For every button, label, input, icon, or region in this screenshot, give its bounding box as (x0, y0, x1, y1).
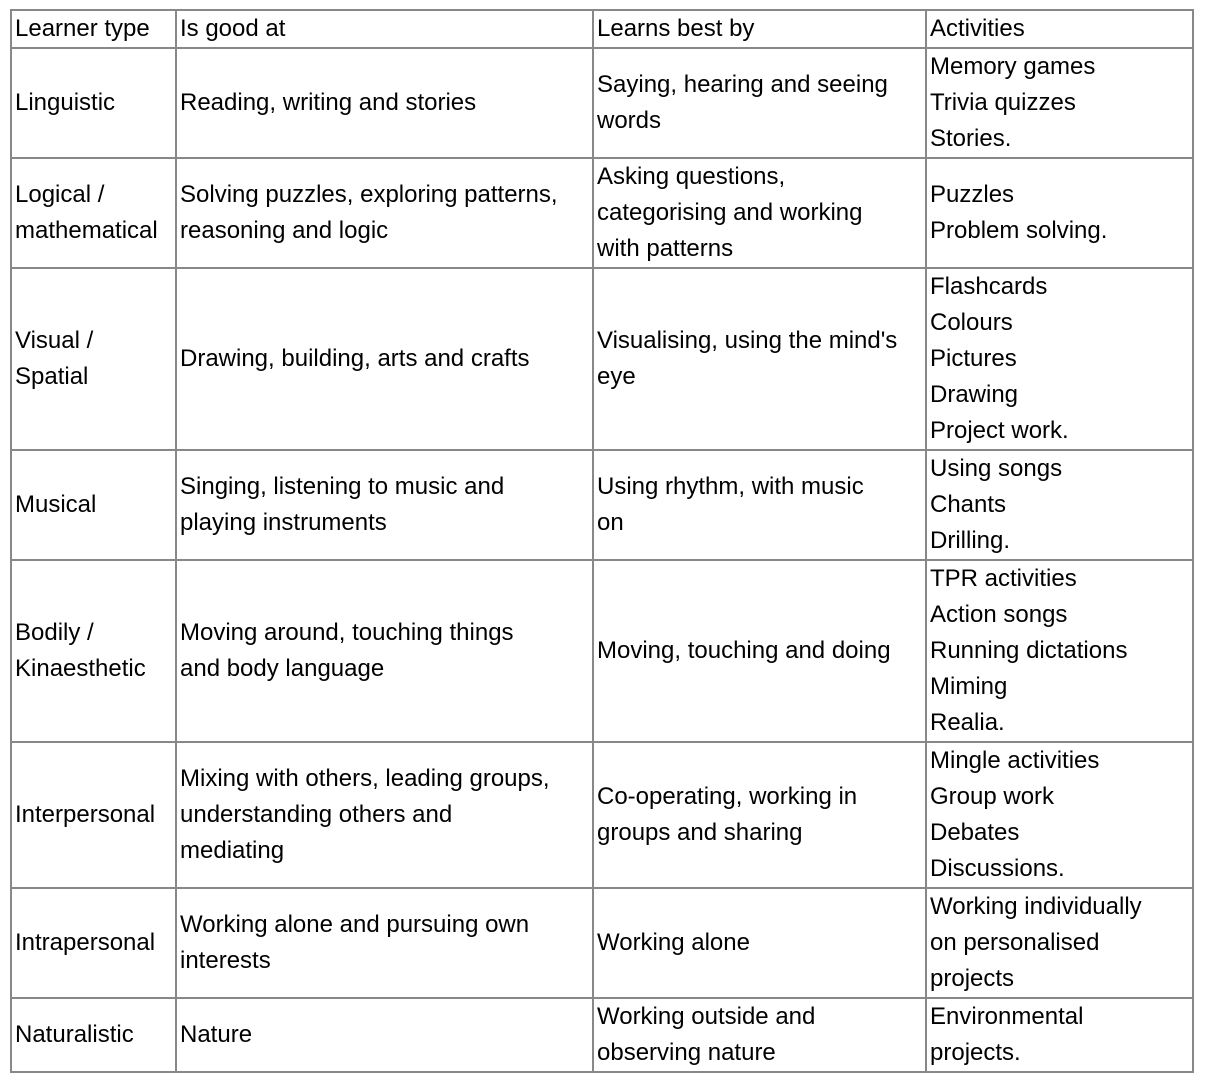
cell-line: Discussions. (930, 855, 1065, 882)
learns-best-cell (593, 560, 926, 742)
cell-line: observing nature (597, 1039, 776, 1066)
learns-best-cell (593, 48, 926, 158)
activities-cell (926, 268, 1193, 450)
cell-line: Puzzles (930, 181, 1015, 208)
good-at-cell (176, 998, 593, 1072)
cell-line: Problem solving. (930, 217, 1108, 244)
good-at-cell (176, 450, 593, 560)
cell-line: Naturalistic (15, 1021, 134, 1048)
activities-cell (926, 560, 1193, 742)
good-at-cell (176, 158, 593, 268)
cell-line: Using songs (930, 455, 1063, 482)
good-at-cell (176, 888, 593, 998)
cell-line: Action songs (930, 601, 1068, 628)
cell-line: Working alone and pursuing own (180, 911, 530, 938)
header-row (11, 10, 1193, 48)
table-row (11, 450, 1193, 560)
cell-line: Stories. (930, 125, 1012, 152)
cell-line: Moving, touching and doing (597, 637, 891, 664)
activities-cell (926, 48, 1193, 158)
learner-type-cell (11, 158, 176, 268)
cell-line: Kinaesthetic (15, 655, 146, 682)
table-row (11, 48, 1193, 158)
learner-type-cell (11, 742, 176, 888)
learner-types-table (10, 9, 1194, 1073)
cell-line: with patterns (597, 235, 734, 262)
cell-line: Drawing, building, arts and crafts (180, 345, 530, 372)
cell-line: understanding others and (180, 801, 453, 828)
table-row (11, 888, 1193, 998)
activities-cell (926, 742, 1193, 888)
cell-line: Pictures (930, 345, 1017, 372)
activities-cell (926, 450, 1193, 560)
cell-line: mediating (180, 837, 285, 864)
cell-line: projects. (930, 1039, 1021, 1066)
cell-line: Asking questions, (597, 163, 786, 190)
cell-line: Visualising, using the mind's (597, 327, 898, 354)
cell-line: Environmental (930, 1003, 1084, 1030)
cell-line: projects (930, 965, 1015, 992)
cell-line: Colours (930, 309, 1013, 336)
activities-cell (926, 998, 1193, 1072)
cell-line: Working alone (597, 929, 750, 956)
cell-line: Running dictations (930, 637, 1128, 664)
learns-best-cell (593, 158, 926, 268)
cell-line: words (597, 107, 662, 134)
cell-line: Group work (930, 783, 1055, 810)
good-at-cell (176, 268, 593, 450)
table-row (11, 560, 1193, 742)
learner-type-cell (11, 268, 176, 450)
cell-line: Working outside and (597, 1003, 816, 1030)
cell-line: Saying, hearing and seeing (597, 71, 888, 98)
cell-line: Memory games (930, 53, 1096, 80)
learner-type-cell (11, 48, 176, 158)
cell-line: on personalised (930, 929, 1100, 956)
cell-line: Nature (180, 1021, 253, 1048)
header-learns-best: Learns best by (593, 10, 926, 48)
cell-line: playing instruments (180, 509, 387, 536)
header-learner-type: Learner type (11, 10, 176, 48)
table-row (11, 268, 1193, 450)
good-at-cell (176, 48, 593, 158)
cell-line: Logical / (15, 181, 105, 208)
cell-line: Solving puzzles, exploring patterns, (180, 181, 558, 208)
learns-best-cell (593, 268, 926, 450)
good-at-cell (176, 560, 593, 742)
cell-line: Intrapersonal (15, 929, 156, 956)
cell-line: Interpersonal (15, 801, 156, 828)
cell-line: reasoning and logic (180, 217, 389, 244)
cell-line: Trivia quizzes (930, 89, 1076, 116)
activities-cell (926, 158, 1193, 268)
cell-line: categorising and working (597, 199, 863, 226)
cell-line: Mixing with others, leading groups, (180, 765, 550, 792)
cell-line: Visual / (15, 327, 94, 354)
learns-best-cell (593, 450, 926, 560)
cell-line: Flashcards (930, 273, 1048, 300)
cell-line: interests (180, 947, 271, 974)
cell-line: on (597, 509, 624, 536)
cell-line: Working individually (930, 893, 1142, 920)
learner-type-cell (11, 450, 176, 560)
learns-best-cell (593, 998, 926, 1072)
learner-type-cell (11, 998, 176, 1072)
activities-cell (926, 888, 1193, 998)
cell-line: groups and sharing (597, 819, 803, 846)
header-activities: Activities (926, 10, 1193, 48)
cell-line: Drilling. (930, 527, 1011, 554)
learns-best-cell (593, 742, 926, 888)
cell-line: Realia. (930, 709, 1005, 736)
cell-line: Using rhythm, with music (597, 473, 864, 500)
cell-line: Linguistic (15, 89, 116, 116)
learner-type-cell (11, 888, 176, 998)
cell-line: Miming (930, 673, 1008, 700)
cell-line: Bodily / (15, 619, 94, 646)
cell-line: Singing, listening to music and (180, 473, 505, 500)
good-at-cell (176, 742, 593, 888)
cell-line: Debates (930, 819, 1020, 846)
learns-best-cell (593, 888, 926, 998)
cell-line: Project work. (930, 417, 1069, 444)
cell-line: eye (597, 363, 636, 390)
cell-line: and body language (180, 655, 385, 682)
table-row (11, 158, 1193, 268)
cell-line: Drawing (930, 381, 1019, 408)
table-row (11, 742, 1193, 888)
cell-line: Moving around, touching things (180, 619, 514, 646)
table-row (11, 998, 1193, 1072)
learner-type-cell (11, 560, 176, 742)
header-good-at: Is good at (176, 10, 593, 48)
cell-line: TPR activities (930, 565, 1077, 592)
cell-line: Spatial (15, 363, 89, 390)
cell-line: Mingle activities (930, 747, 1100, 774)
cell-line: Co-operating, working in (597, 783, 858, 810)
cell-line: mathematical (15, 217, 158, 244)
cell-line: Reading, writing and stories (180, 89, 477, 116)
cell-line: Musical (15, 491, 97, 518)
cell-line: Chants (930, 491, 1007, 518)
